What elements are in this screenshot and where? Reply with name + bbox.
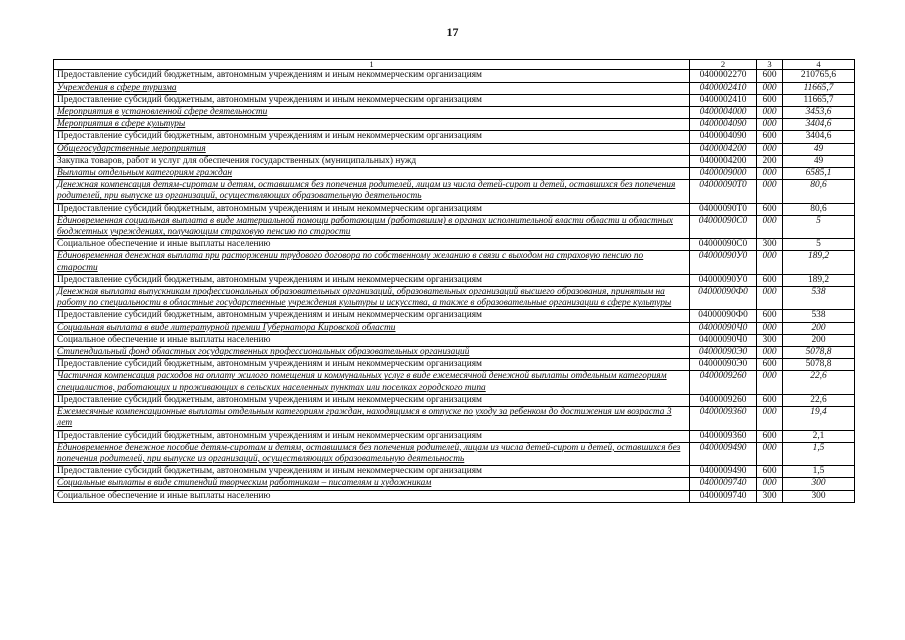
expense-type-cell: 300 — [757, 334, 783, 346]
target-code-cell: 0400009490 — [690, 466, 757, 478]
expense-type-cell: 600 — [757, 466, 783, 478]
expense-type-cell: 600 — [757, 310, 783, 322]
target-code-cell: 04000090У0 — [690, 251, 757, 274]
amount-cell: 11665,7 — [783, 82, 855, 94]
expense-type-cell: 600 — [757, 359, 783, 371]
expense-type-cell: 600 — [757, 131, 783, 143]
expense-type-cell: 000 — [757, 143, 783, 155]
target-code-cell: 0400009740 — [690, 478, 757, 490]
table-row — [54, 394, 855, 406]
expense-type-cell: 000 — [757, 442, 783, 465]
table-row — [54, 143, 855, 155]
expense-type-cell: 000 — [757, 107, 783, 119]
expense-type-cell: 600 — [757, 274, 783, 286]
target-code-cell: 0400004000 — [690, 107, 757, 119]
expense-type-cell: 000 — [757, 407, 783, 430]
amount-cell: 49 — [783, 143, 855, 155]
amount-cell: 189,2 — [783, 274, 855, 286]
table-row — [54, 287, 855, 310]
target-code-cell: 04000090Ф0 — [690, 310, 757, 322]
target-code-cell: 0400009000 — [690, 168, 757, 180]
item-name-cell: Предоставление субсидий бюджетным, автономным учреждениям и иным некоммерческим организациям — [54, 274, 690, 286]
target-code-cell: 04000090С0 — [690, 239, 757, 251]
target-code-cell: 0400009260 — [690, 371, 757, 394]
item-name-cell: Социальная выплата в виде литературной премии Губернатора Кировской области — [54, 322, 690, 334]
item-name-cell: Социальное обеспечение и иные выплаты населению — [54, 490, 690, 502]
target-code-cell: 04000090Ч0 — [690, 334, 757, 346]
expense-type-cell: 000 — [757, 287, 783, 310]
target-code-cell: 0400004090 — [690, 131, 757, 143]
expense-type-cell: 600 — [757, 203, 783, 215]
item-name-cell: Денежная выплата выпускникам профессиональных образовательных организаций, образовательных организаций высшего образования, принятым на работу по специальности в областные государственные учреждения культуры и искусства, а также в образовательные организации в сфере культуры — [54, 287, 690, 310]
expense-type-cell: 600 — [757, 430, 783, 442]
amount-cell: 80,6 — [783, 180, 855, 203]
table-row — [54, 215, 855, 238]
amount-cell: 5078,8 — [783, 359, 855, 371]
table-row — [54, 359, 855, 371]
target-code-cell: 0400004200 — [690, 143, 757, 155]
amount-cell: 3404,6 — [783, 131, 855, 143]
expense-type-cell: 000 — [757, 371, 783, 394]
item-name-cell: Социальное обеспечение и иные выплаты населению — [54, 334, 690, 346]
target-code-cell: 04000090Ч0 — [690, 322, 757, 334]
target-code-cell: 04000090Ф0 — [690, 287, 757, 310]
table-row — [54, 239, 855, 251]
item-name-cell: Частичная компенсация расходов на оплату жилого помещения и коммунальных услуг в виде ежемесячной денежной выплаты отдельным категориям специалистов, работающих и проживающих в сельских населенных пунктах или поселках городского типа — [54, 371, 690, 394]
amount-cell: 2,1 — [783, 430, 855, 442]
item-name-cell: Предоставление субсидий бюджетным, автономным учреждениям и иным некоммерческим организациям — [54, 94, 690, 106]
table-header-row — [54, 60, 855, 70]
table-row — [54, 347, 855, 359]
amount-cell: 19,4 — [783, 407, 855, 430]
table-row — [54, 322, 855, 334]
target-code-cell: 0400009360 — [690, 407, 757, 430]
amount-cell: 11665,7 — [783, 94, 855, 106]
item-name-cell: Социальное обеспечение и иные выплаты населению — [54, 239, 690, 251]
expense-type-cell: 300 — [757, 239, 783, 251]
expense-type-cell: 000 — [757, 82, 783, 94]
item-name-cell: Закупка товаров, работ и услуг для обеспечения государственных (муниципальных) нужд — [54, 155, 690, 167]
table-row — [54, 119, 855, 131]
table-row — [54, 168, 855, 180]
target-code-cell: 04000090Э0 — [690, 359, 757, 371]
item-name-cell: Предоставление субсидий бюджетным, автономным учреждениям и иным некоммерческим организациям — [54, 203, 690, 215]
expense-type-cell: 000 — [757, 347, 783, 359]
column-header: 4 — [783, 60, 855, 70]
item-name-cell: Мероприятия в установленной сфере деятельности — [54, 107, 690, 119]
amount-cell: 1,5 — [783, 466, 855, 478]
table-row — [54, 70, 855, 82]
amount-cell: 5 — [783, 215, 855, 238]
item-name-cell: Предоставление субсидий бюджетным, автономным учреждениям и иным некоммерческим организациям — [54, 70, 690, 82]
amount-cell: 300 — [783, 490, 855, 502]
target-code-cell: 0400009490 — [690, 442, 757, 465]
expense-type-cell: 000 — [757, 251, 783, 274]
table-row — [54, 490, 855, 502]
item-name-cell: Ежемесячные компенсационные выплаты отдельным категориям граждан, находящимся в отпуске по уходу за ребенком до достижения им возраста 3 лет — [54, 407, 690, 430]
amount-cell: 6585,1 — [783, 168, 855, 180]
item-name-cell: Предоставление субсидий бюджетным, автономным учреждениям и иным некоммерческим организациям — [54, 310, 690, 322]
item-name-cell: Мероприятия в сфере культуры — [54, 119, 690, 131]
item-name-cell: Предоставление субсидий бюджетным, автономным учреждениям и иным некоммерческим организациям — [54, 394, 690, 406]
amount-cell: 200 — [783, 322, 855, 334]
amount-cell: 1,5 — [783, 442, 855, 465]
item-name-cell: Единовременная социальная выплата в виде материальной помощи работающим (работавшим) в органах исполнительной власти области и областных бюджетных учреждениях, получающим страховую пенсию по старости — [54, 215, 690, 238]
expense-type-cell: 000 — [757, 168, 783, 180]
target-code-cell: 0400009740 — [690, 490, 757, 502]
page-number: 17 — [446, 25, 459, 39]
amount-cell: 210765,6 — [783, 70, 855, 82]
item-name-cell: Денежная компенсация детям-сиротам и детям, оставшимся без попечения родителей, лицам из числа детей-сирот и детей, оставшихся без попечения родителей, при выпуске из организаций, осуществляющих образовательную деятельность — [54, 180, 690, 203]
target-code-cell: 0400009360 — [690, 430, 757, 442]
table-row — [54, 251, 855, 274]
item-name-cell: Стипендиальный фонд областных государственных профессиональных образовательных организаций — [54, 347, 690, 359]
expense-type-cell: 000 — [757, 322, 783, 334]
amount-cell: 22,6 — [783, 371, 855, 394]
target-code-cell: 0400009260 — [690, 394, 757, 406]
table-row — [54, 94, 855, 106]
table-row — [54, 107, 855, 119]
amount-cell: 538 — [783, 287, 855, 310]
expense-type-cell: 300 — [757, 490, 783, 502]
table-row — [54, 371, 855, 394]
table-row — [54, 442, 855, 465]
table-row — [54, 82, 855, 94]
item-name-cell: Предоставление субсидий бюджетным, автономным учреждениям и иным некоммерческим организациям — [54, 131, 690, 143]
table-row — [54, 310, 855, 322]
item-name-cell: Единовременное денежное пособие детям-сиротам и детям, оставшимся без попечения родителей, лицам из числа детей-сирот и детей, оставшихся без попечения родителей, при выпуске из организаций, осуществляющих образовательную деятельность — [54, 442, 690, 465]
target-code-cell: 04000090Т0 — [690, 180, 757, 203]
table-row — [54, 466, 855, 478]
target-code-cell: 04000090Э0 — [690, 347, 757, 359]
column-header: 3 — [757, 60, 783, 70]
expense-type-cell: 600 — [757, 94, 783, 106]
item-name-cell: Учреждения в сфере туризма — [54, 82, 690, 94]
table-row — [54, 180, 855, 203]
amount-cell: 5 — [783, 239, 855, 251]
budget-table — [53, 59, 855, 503]
amount-cell: 300 — [783, 478, 855, 490]
target-code-cell: 0400002270 — [690, 70, 757, 82]
table-row — [54, 131, 855, 143]
target-code-cell: 0400002410 — [690, 94, 757, 106]
amount-cell: 22,6 — [783, 394, 855, 406]
table-row — [54, 155, 855, 167]
target-code-cell: 0400004200 — [690, 155, 757, 167]
expense-type-cell: 200 — [757, 155, 783, 167]
item-name-cell: Социальные выплаты в виде стипендий творческим работникам – писателям и художникам — [54, 478, 690, 490]
column-header: 1 — [54, 60, 690, 70]
expense-type-cell: 600 — [757, 70, 783, 82]
target-code-cell: 04000090Т0 — [690, 203, 757, 215]
expense-type-cell: 000 — [757, 119, 783, 131]
item-name-cell: Выплаты отдельным категориям граждан — [54, 168, 690, 180]
table-row — [54, 274, 855, 286]
target-code-cell: 0400004090 — [690, 119, 757, 131]
amount-cell: 189,2 — [783, 251, 855, 274]
table-row — [54, 203, 855, 215]
item-name-cell: Общегосударственные мероприятия — [54, 143, 690, 155]
table-row — [54, 430, 855, 442]
table-row — [54, 334, 855, 346]
target-code-cell: 04000090С0 — [690, 215, 757, 238]
item-name-cell: Предоставление субсидий бюджетным, автономным учреждениям и иным некоммерческим организациям — [54, 466, 690, 478]
amount-cell: 80,6 — [783, 203, 855, 215]
item-name-cell: Предоставление субсидий бюджетным, автономным учреждениям и иным некоммерческим организациям — [54, 430, 690, 442]
expense-type-cell: 000 — [757, 180, 783, 203]
column-header: 2 — [690, 60, 757, 70]
item-name-cell: Единовременная денежная выплата при расторжении трудового договора по собственному желанию в связи с выходом на страховую пенсию по старости — [54, 251, 690, 274]
target-code-cell: 04000090У0 — [690, 274, 757, 286]
expense-type-cell: 000 — [757, 215, 783, 238]
amount-cell: 49 — [783, 155, 855, 167]
item-name-cell: Предоставление субсидий бюджетным, автономным учреждениям и иным некоммерческим организациям — [54, 359, 690, 371]
expense-type-cell: 600 — [757, 394, 783, 406]
target-code-cell: 0400002410 — [690, 82, 757, 94]
amount-cell: 200 — [783, 334, 855, 346]
expense-type-cell: 000 — [757, 478, 783, 490]
amount-cell: 3404,6 — [783, 119, 855, 131]
table-row — [54, 407, 855, 430]
amount-cell: 3453,6 — [783, 107, 855, 119]
amount-cell: 5078,8 — [783, 347, 855, 359]
table-row — [54, 478, 855, 490]
amount-cell: 538 — [783, 310, 855, 322]
